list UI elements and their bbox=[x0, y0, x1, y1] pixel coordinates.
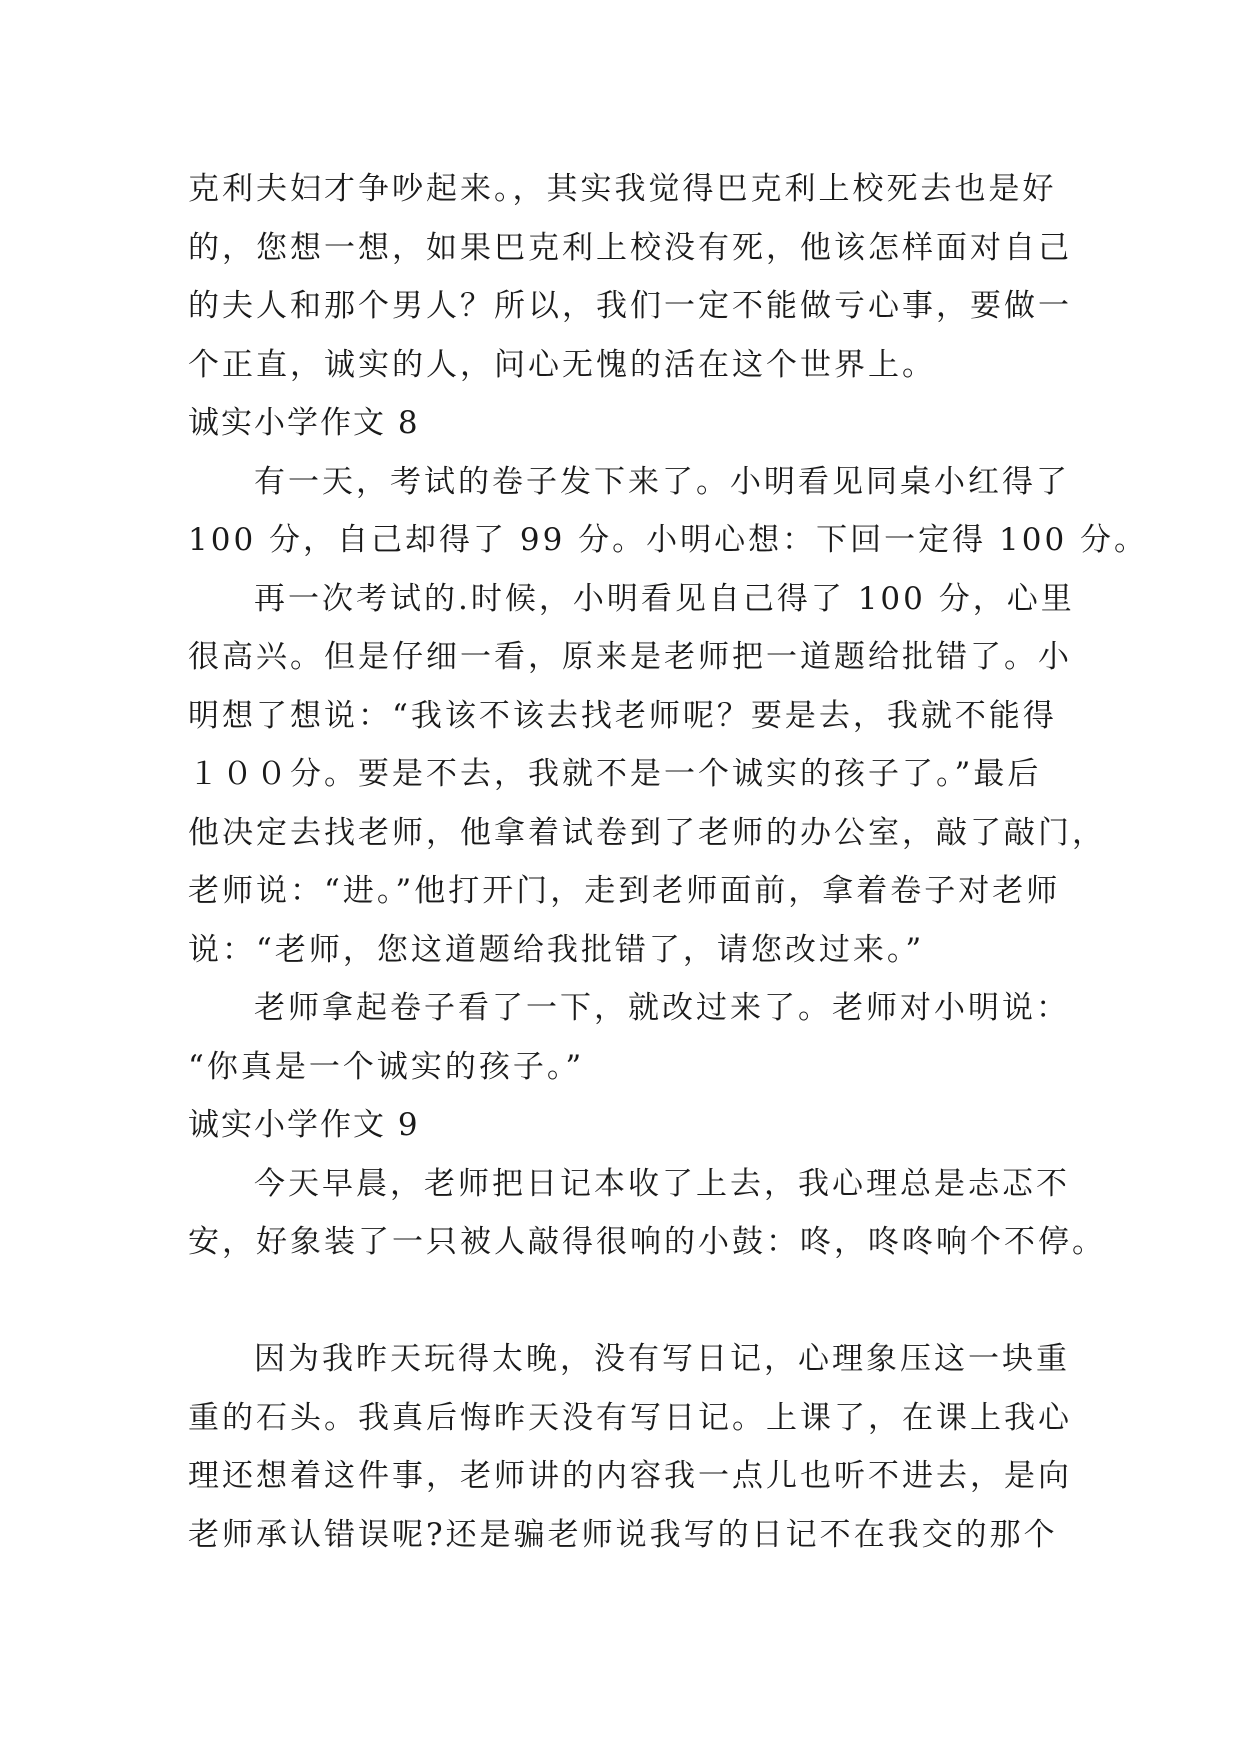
text-line: 说：“老师，您这道题给我批错了，请您改过来。” bbox=[188, 931, 925, 968]
document-body bbox=[188, 160, 1149, 1564]
paragraph-first-line: 再一次考试的.时候，小明看见自己得了 100 分，心里 bbox=[254, 580, 1075, 617]
text-line: 100 分，自己却得了 99 分。小明心想：下回一定得 100 分。 bbox=[188, 522, 1149, 558]
text-line: 克利夫妇才争吵起来。，其实我觉得巴克利上校死去也是好 bbox=[188, 171, 1057, 207]
section-heading: 诚实小学作文 8 bbox=[188, 405, 420, 441]
text-line: 老师承认错误呢?还是骗老师说我写的日记不在我交的那个 bbox=[188, 1516, 1058, 1553]
text-line: “你真是一个诚实的孩子。” bbox=[188, 1048, 585, 1085]
text-line: 明想了想说：“我该不该去找老师呢？要是去，我就不能得 bbox=[188, 697, 1057, 734]
section-heading: 诚实小学作文 9 bbox=[188, 1107, 420, 1143]
paragraph-first-line: 老师拿起卷子看了一下，就改过来了。老师对小明说： bbox=[254, 990, 1070, 1026]
text-line: 重的石头。我真后悔昨天没有写日记。上课了，在课上我心 bbox=[188, 1399, 1072, 1436]
text-line: 很高兴。但是仔细一看，原来是老师把一道题给批错了。小 bbox=[188, 639, 1072, 675]
text-line: 理还想着这件事，老师讲的内容我一点儿也听不进去，是向 bbox=[188, 1458, 1072, 1494]
text-line: 的夫人和那个男人？所以，我们一定不能做亏心事，要做一 bbox=[188, 288, 1072, 324]
paragraph-first-line: 有一天，考试的卷子发下来了。小明看见同桌小红得了 bbox=[254, 463, 1070, 500]
text-line: 他决定去找老师，他拿着试卷到了老师的办公室，敲了敲门， bbox=[188, 814, 1106, 851]
paragraph-first-line: 因为我昨天玩得太晚，没有写日记，心理象压这一块重 bbox=[254, 1341, 1070, 1377]
text-line: 老师说：“进。”他打开门，走到老师面前，拿着卷子对老师 bbox=[188, 873, 1061, 909]
text-line: １００分。要是不去，我就不是一个诚实的孩子了。”最后 bbox=[188, 756, 1042, 792]
text-line: 安，好象装了一只被人敲得很响的小鼓：咚，咚咚响个不停。 bbox=[188, 1224, 1106, 1260]
text-line: 个正直，诚实的人，问心无愧的活在这个世界上。 bbox=[188, 346, 936, 383]
text-line: 的，您想一想，如果巴克利上校没有死，他该怎样面对自己 bbox=[188, 229, 1072, 266]
blank-line bbox=[188, 1272, 1068, 1331]
paragraph-first-line: 今天早晨，老师把日记本收了上去，我心理总是忐忑不 bbox=[254, 1165, 1070, 1202]
